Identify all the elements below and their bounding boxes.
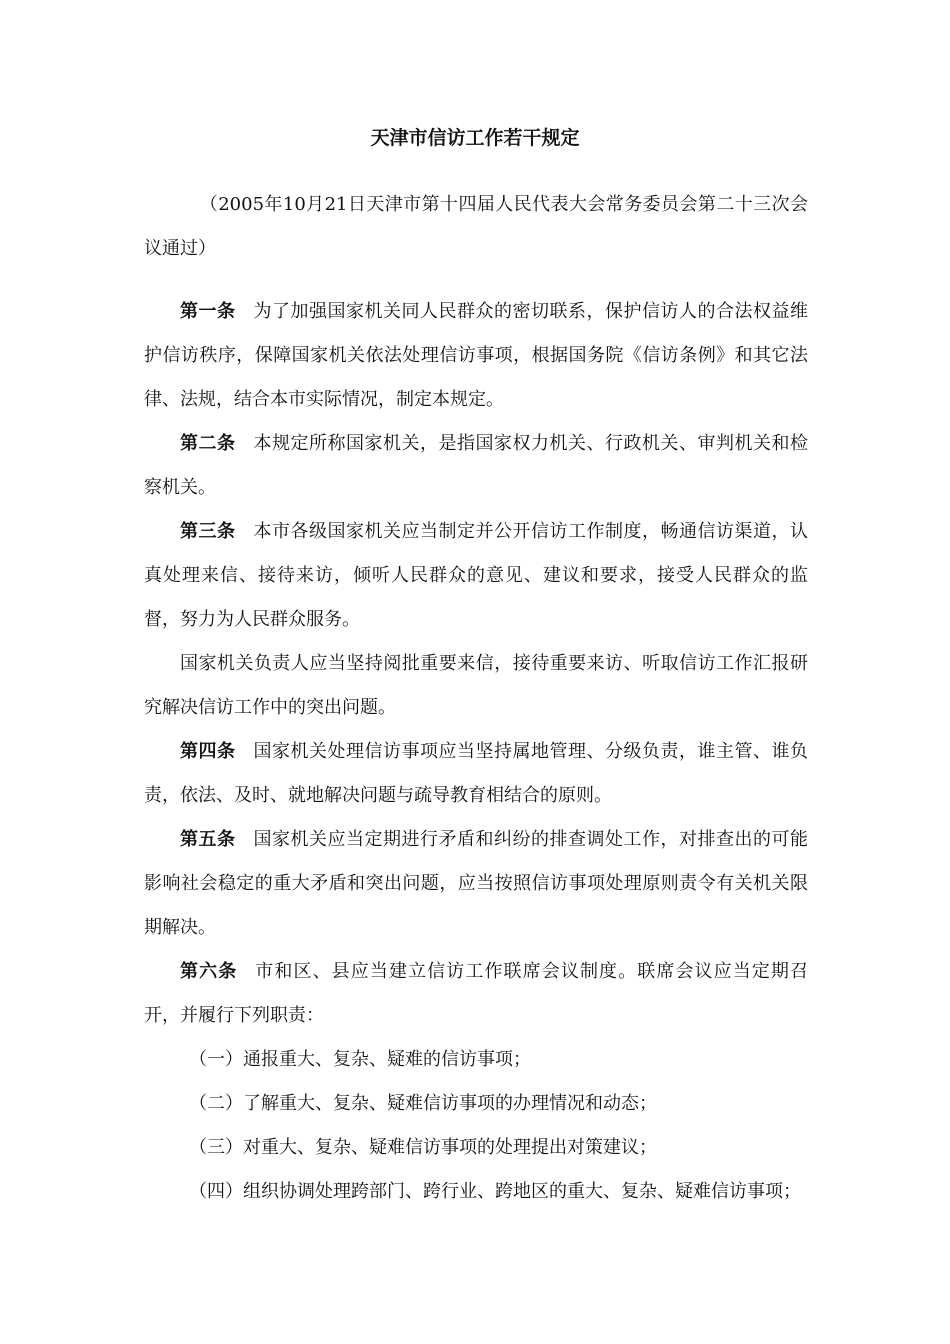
list-item: （四）组织协调处理跨部门、跨行业、跨地区的重大、复杂、疑难信访事项； (189, 1181, 801, 1202)
article-text: 市和区、县应当建立信访工作联席会议制度。联席会议应当定期召开，并履行下列职责： (144, 961, 809, 1026)
article-heading: 第三条 (180, 521, 236, 542)
list-item: （一）通报重大、复杂、疑难的信访事项； (189, 1049, 531, 1070)
list-item: （三）对重大、复杂、疑难信访事项的处理提出对策建议； (189, 1137, 657, 1158)
article-heading: 第一条 (180, 301, 236, 322)
list-item: （二）了解重大、复杂、疑难信访事项的办理情况和动态； (189, 1093, 657, 1114)
article-heading: 第六条 (180, 961, 238, 982)
article-text: 国家机关应当定期进行矛盾和纠纷的排查调处工作，对排查出的可能影响社会稳定的重大矛盾和突出问题，应当按照信访事项处理原则责令有关机关限期解决。 (144, 829, 808, 938)
article-heading: 第四条 (180, 741, 236, 762)
article-text: 本市各级国家机关应当制定并公开信访工作制度，畅通信访渠道，认真处理来信、接待来访，倾听人民群众的意见、建议和要求，接受人民群众的监督，努力为人民群众服务。 (144, 521, 808, 630)
article-heading: 第二条 (180, 433, 236, 454)
document-body (144, 183, 808, 1214)
document-title: 天津市信访工作若干规定 (370, 127, 580, 149)
article-6 (144, 950, 808, 1038)
document-subtitle: （2005年10月21日天津市第十四届人民代表大会常务委员会第二十三次会议通过） (144, 194, 808, 259)
article-text: 为了加强国家机关同人民群众的密切联系，保护信访人的合法权益维护信访秩序，保障国家机关依法处理信访事项，根据国务院《信访条例》和其它法律、法规，结合本市实际情况，制定本规定。 (144, 301, 808, 410)
article-5 (144, 818, 808, 950)
article-text: 国家机关负责人应当坚持阅批重要来信，接待重要来访、听取信访工作汇报研究解决信访工作中的突出问题。 (144, 653, 808, 718)
article-3 (144, 510, 808, 642)
article-3-paragraph-2 (144, 642, 808, 730)
article-heading: 第五条 (180, 829, 236, 850)
article-4 (144, 730, 808, 818)
article-text: 本规定所称国家机关，是指国家权力机关、行政机关、审判机关和检察机关。 (144, 433, 808, 498)
article-2 (144, 422, 808, 510)
article-1 (144, 290, 808, 422)
article-text: 国家机关处理信访事项应当坚持属地管理、分级负责，谁主管、谁负责，依法、及时、就地解决问题与疏导教育相结合的原则。 (144, 741, 808, 806)
